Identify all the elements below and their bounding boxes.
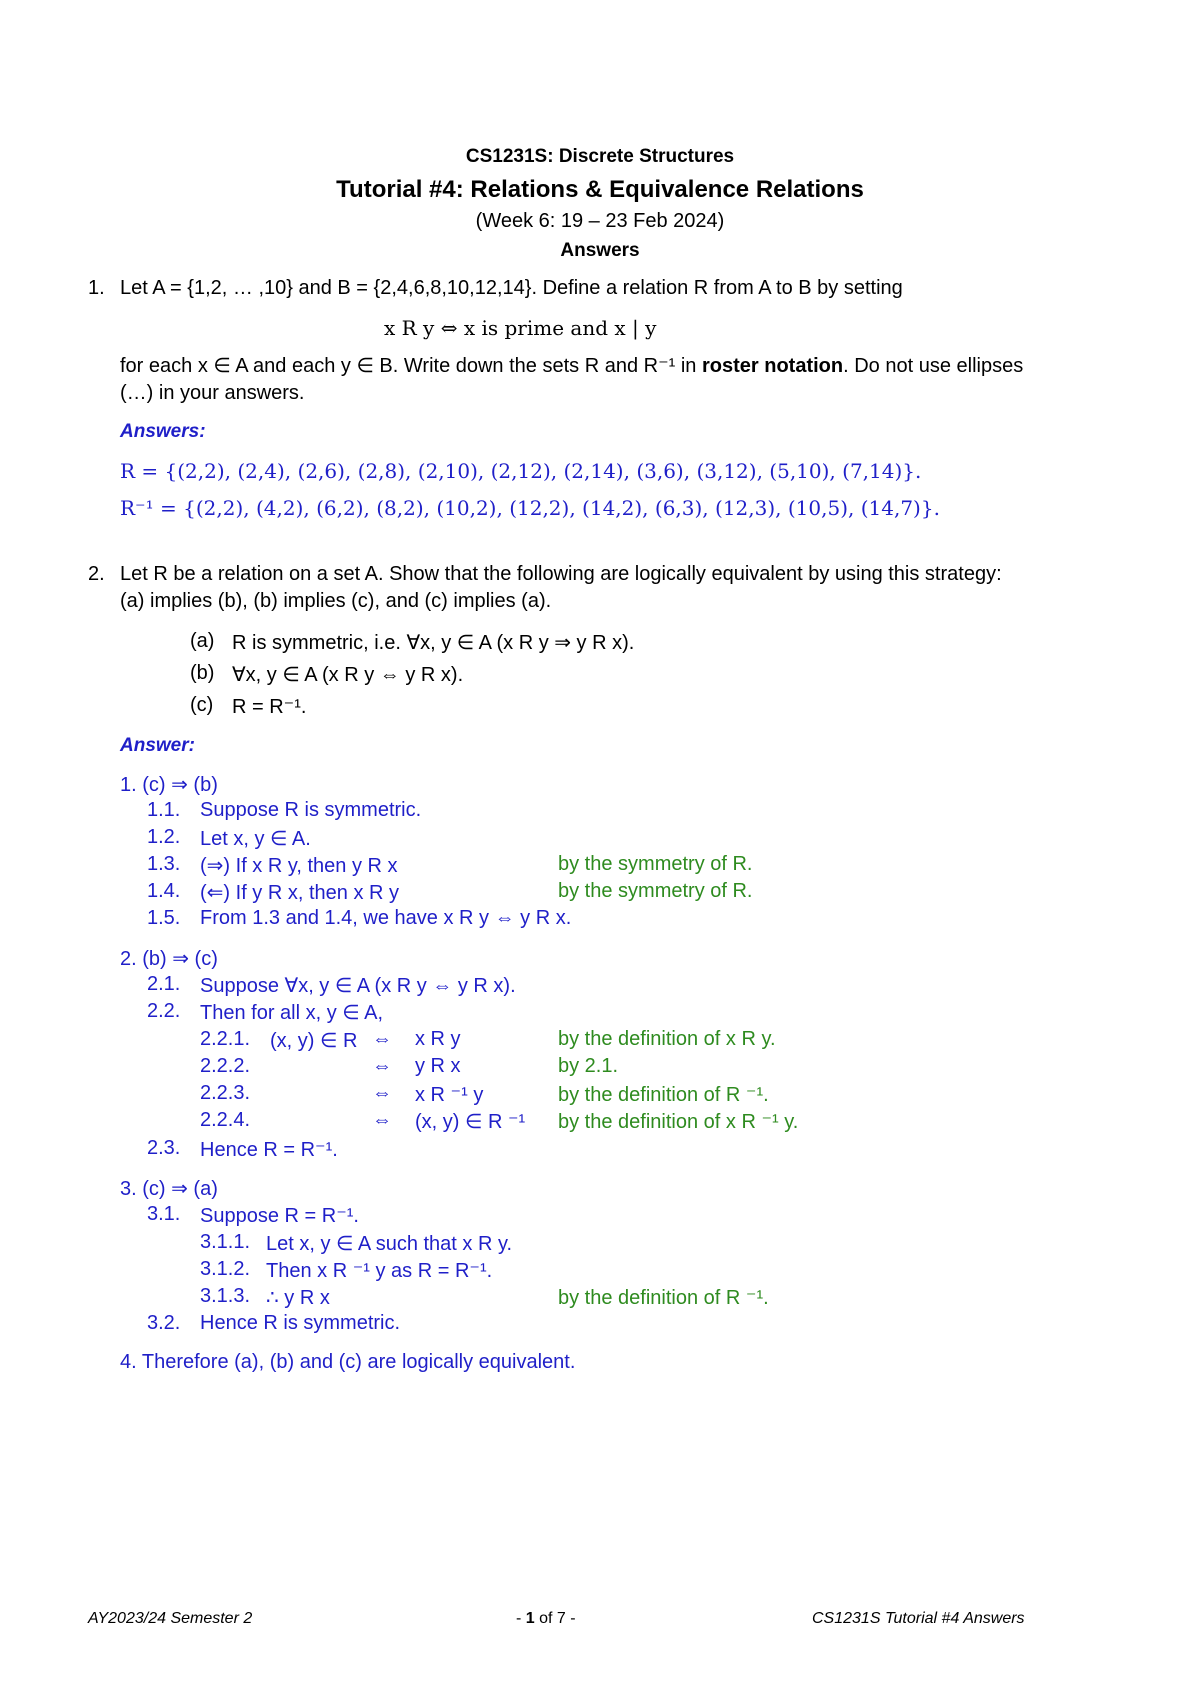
proof-step-2-2-4-rhs: (x, y) ∈ R ⁻¹ bbox=[415, 1111, 526, 1133]
q2-item-c-text: R = R⁻¹. bbox=[232, 696, 307, 718]
proof-step-2-2-4-reason: by the definition of x R ⁻¹ y. bbox=[558, 1111, 799, 1133]
q2-item-c-label: (c) bbox=[190, 694, 214, 716]
proof-step-1-3-text: (⇒) If x R y, then y R x bbox=[200, 855, 398, 877]
proof-step-2-2-3-op: ⇔ bbox=[372, 1082, 392, 1104]
proof-step-2-2-2-reason: by 2.1. bbox=[558, 1055, 619, 1077]
q1-line1: Let A = {1,2, … ,10} and B = {2,4,6,8,10,12,14}. Define a relation R from A to B by setting bbox=[120, 277, 903, 299]
proof-step-2-2-3-reason: by the definition of R ⁻¹. bbox=[558, 1084, 769, 1106]
proof-step-2-2-text: Then for all x, y ∈ A, bbox=[200, 1002, 384, 1024]
proof-step-1-4-reason: by the symmetry of R. bbox=[558, 880, 753, 902]
q1-relation-definition: x R y ⇔ x is prime and x | y bbox=[384, 316, 657, 340]
q1-r-set: R = {(2,2), (2,4), (2,6), (2,8), (2,10), (2,12), (2,14), (3,6), (3,12), (5,10), (7,14)}. bbox=[120, 459, 922, 483]
proof-step-3-1-1-text: Let x, y ∈ A such that x R y. bbox=[266, 1233, 513, 1255]
q1-line3-a: for each x ∈ A and each y ∈ B. Write down the sets R and R⁻¹ in bbox=[120, 355, 702, 377]
footer-doc-title: CS1231S Tutorial #4 Answers bbox=[812, 1610, 1025, 1627]
proof-step-3-2-number: 3.2. bbox=[147, 1312, 181, 1334]
proof-step-2-3-text: Hence R = R⁻¹. bbox=[200, 1139, 338, 1161]
page-subtitle: Answers bbox=[560, 240, 640, 261]
proof-step-2-2-3-rhs: x R ⁻¹ y bbox=[415, 1084, 484, 1106]
proof-step-1-5-text: From 1.3 and 1.4, we have x R y ⇔ y R x. bbox=[200, 907, 572, 929]
course-title: CS1231S: Discrete Structures bbox=[465, 146, 735, 167]
q2-answer-label: Answer: bbox=[120, 735, 195, 756]
proof-step-2-2-1-op: ⇔ bbox=[372, 1028, 392, 1050]
proof-step-1-1-text: Suppose R is symmetric. bbox=[200, 799, 422, 821]
proof-step-2-2-3-number: 2.2.3. bbox=[200, 1082, 251, 1104]
week-info: (Week 6: 19 – 23 Feb 2024) bbox=[475, 210, 725, 232]
footer-page-number bbox=[516, 1610, 576, 1628]
q2-item-a-label: (a) bbox=[190, 630, 215, 652]
proof-step-2-2-2-number: 2.2.2. bbox=[200, 1055, 251, 1077]
q2-item-a-text: R is symmetric, i.e. ∀x, y ∈ A (x R y ⇒ y R x). bbox=[232, 632, 635, 654]
proof-step-2-2-1-reason: by the definition of x R y. bbox=[558, 1028, 776, 1050]
proof-step-3-1-2-number: 3.1.2. bbox=[200, 1258, 251, 1280]
proof-step-2-2-4-number: 2.2.4. bbox=[200, 1109, 251, 1131]
proof-conclusion: 4. Therefore (a), (b) and (c) are logically equivalent. bbox=[120, 1351, 576, 1373]
footer-semester: AY2023/24 Semester 2 bbox=[88, 1610, 253, 1627]
q2-item-b-label: (b) bbox=[190, 662, 215, 684]
q1-line3-c: . Do not use ellipses bbox=[843, 355, 1024, 377]
proof-step-1-4-number: 1.4. bbox=[147, 880, 181, 902]
q1-number: 1. bbox=[88, 277, 105, 299]
proof-step-2-heading: 2. (b) ⇒ (c) bbox=[120, 948, 218, 970]
proof-step-1-1-number: 1.1. bbox=[147, 799, 181, 821]
footer-page-current: 1 bbox=[525, 1610, 535, 1627]
footer-page-post: of 7 - bbox=[534, 1610, 576, 1627]
q1-rinv-set: R⁻¹ = {(2,2), (4,2), (6,2), (8,2), (10,2), (12,2), (14,2), (6,3), (12,3), (10,5), (14,7)}. bbox=[120, 496, 940, 520]
proof-step-3-1-3-text: ∴ y R x bbox=[266, 1287, 330, 1309]
proof-step-2-3-number: 2.3. bbox=[147, 1137, 181, 1159]
proof-step-2-2-4-op: ⇔ bbox=[372, 1109, 392, 1131]
proof-step-2-2-number: 2.2. bbox=[147, 1000, 181, 1022]
footer-page-pre: - bbox=[516, 1610, 526, 1627]
proof-step-2-2-1-rhs: x R y bbox=[415, 1028, 461, 1050]
q1-line3 bbox=[120, 353, 1023, 378]
proof-step-1-3-number: 1.3. bbox=[147, 853, 181, 875]
proof-step-1-5-number: 1.5. bbox=[147, 907, 181, 929]
proof-step-3-1-3-number: 3.1.3. bbox=[200, 1285, 251, 1307]
q2-number: 2. bbox=[88, 563, 105, 585]
proof-step-1-2-text: Let x, y ∈ A. bbox=[200, 828, 311, 850]
proof-step-3-heading: 3. (c) ⇒ (a) bbox=[120, 1178, 218, 1200]
proof-step-2-1-text: Suppose ∀x, y ∈ A (x R y ⇔ y R x). bbox=[200, 975, 516, 997]
q1-line3-bold: roster notation bbox=[701, 355, 844, 377]
proof-step-3-1-text: Suppose R = R⁻¹. bbox=[200, 1205, 359, 1227]
proof-step-1-4-text: (⇐) If y R x, then x R y bbox=[200, 882, 400, 904]
q2-item-b-text: ∀x, y ∈ A (x R y ⇔ y R x). bbox=[232, 664, 464, 686]
proof-step-1-3-reason: by the symmetry of R. bbox=[558, 853, 753, 875]
q2-line1: Let R be a relation on a set A. Show that the following are logically equivalent by using this strategy: bbox=[120, 563, 1002, 585]
page-title: Tutorial #4: Relations & Equivalence Relations bbox=[336, 176, 864, 203]
q1-answer-label: Answers: bbox=[120, 421, 206, 442]
proof-step-2-2-2-rhs: y R x bbox=[415, 1055, 461, 1077]
proof-step-3-1-2-text: Then x R ⁻¹ y as R = R⁻¹. bbox=[266, 1260, 493, 1282]
q1-line4: (…) in your answers. bbox=[120, 382, 305, 404]
proof-step-3-1-1-number: 3.1.1. bbox=[200, 1231, 251, 1253]
proof-step-2-1-number: 2.1. bbox=[147, 973, 181, 995]
proof-step-2-2-1-number: 2.2.1. bbox=[200, 1028, 251, 1050]
proof-step-1-heading: 1. (c) ⇒ (b) bbox=[120, 774, 218, 796]
proof-step-3-1-number: 3.1. bbox=[147, 1203, 181, 1225]
proof-step-3-2-text: Hence R is symmetric. bbox=[200, 1312, 401, 1334]
proof-step-3-1-3-reason: by the definition of R ⁻¹. bbox=[558, 1287, 769, 1309]
proof-step-2-2-1-lhs: (x, y) ∈ R bbox=[270, 1030, 358, 1052]
proof-step-2-2-2-op: ⇔ bbox=[372, 1055, 392, 1077]
q2-line2: (a) implies (b), (b) implies (c), and (c) implies (a). bbox=[120, 590, 552, 612]
proof-step-1-2-number: 1.2. bbox=[147, 826, 181, 848]
